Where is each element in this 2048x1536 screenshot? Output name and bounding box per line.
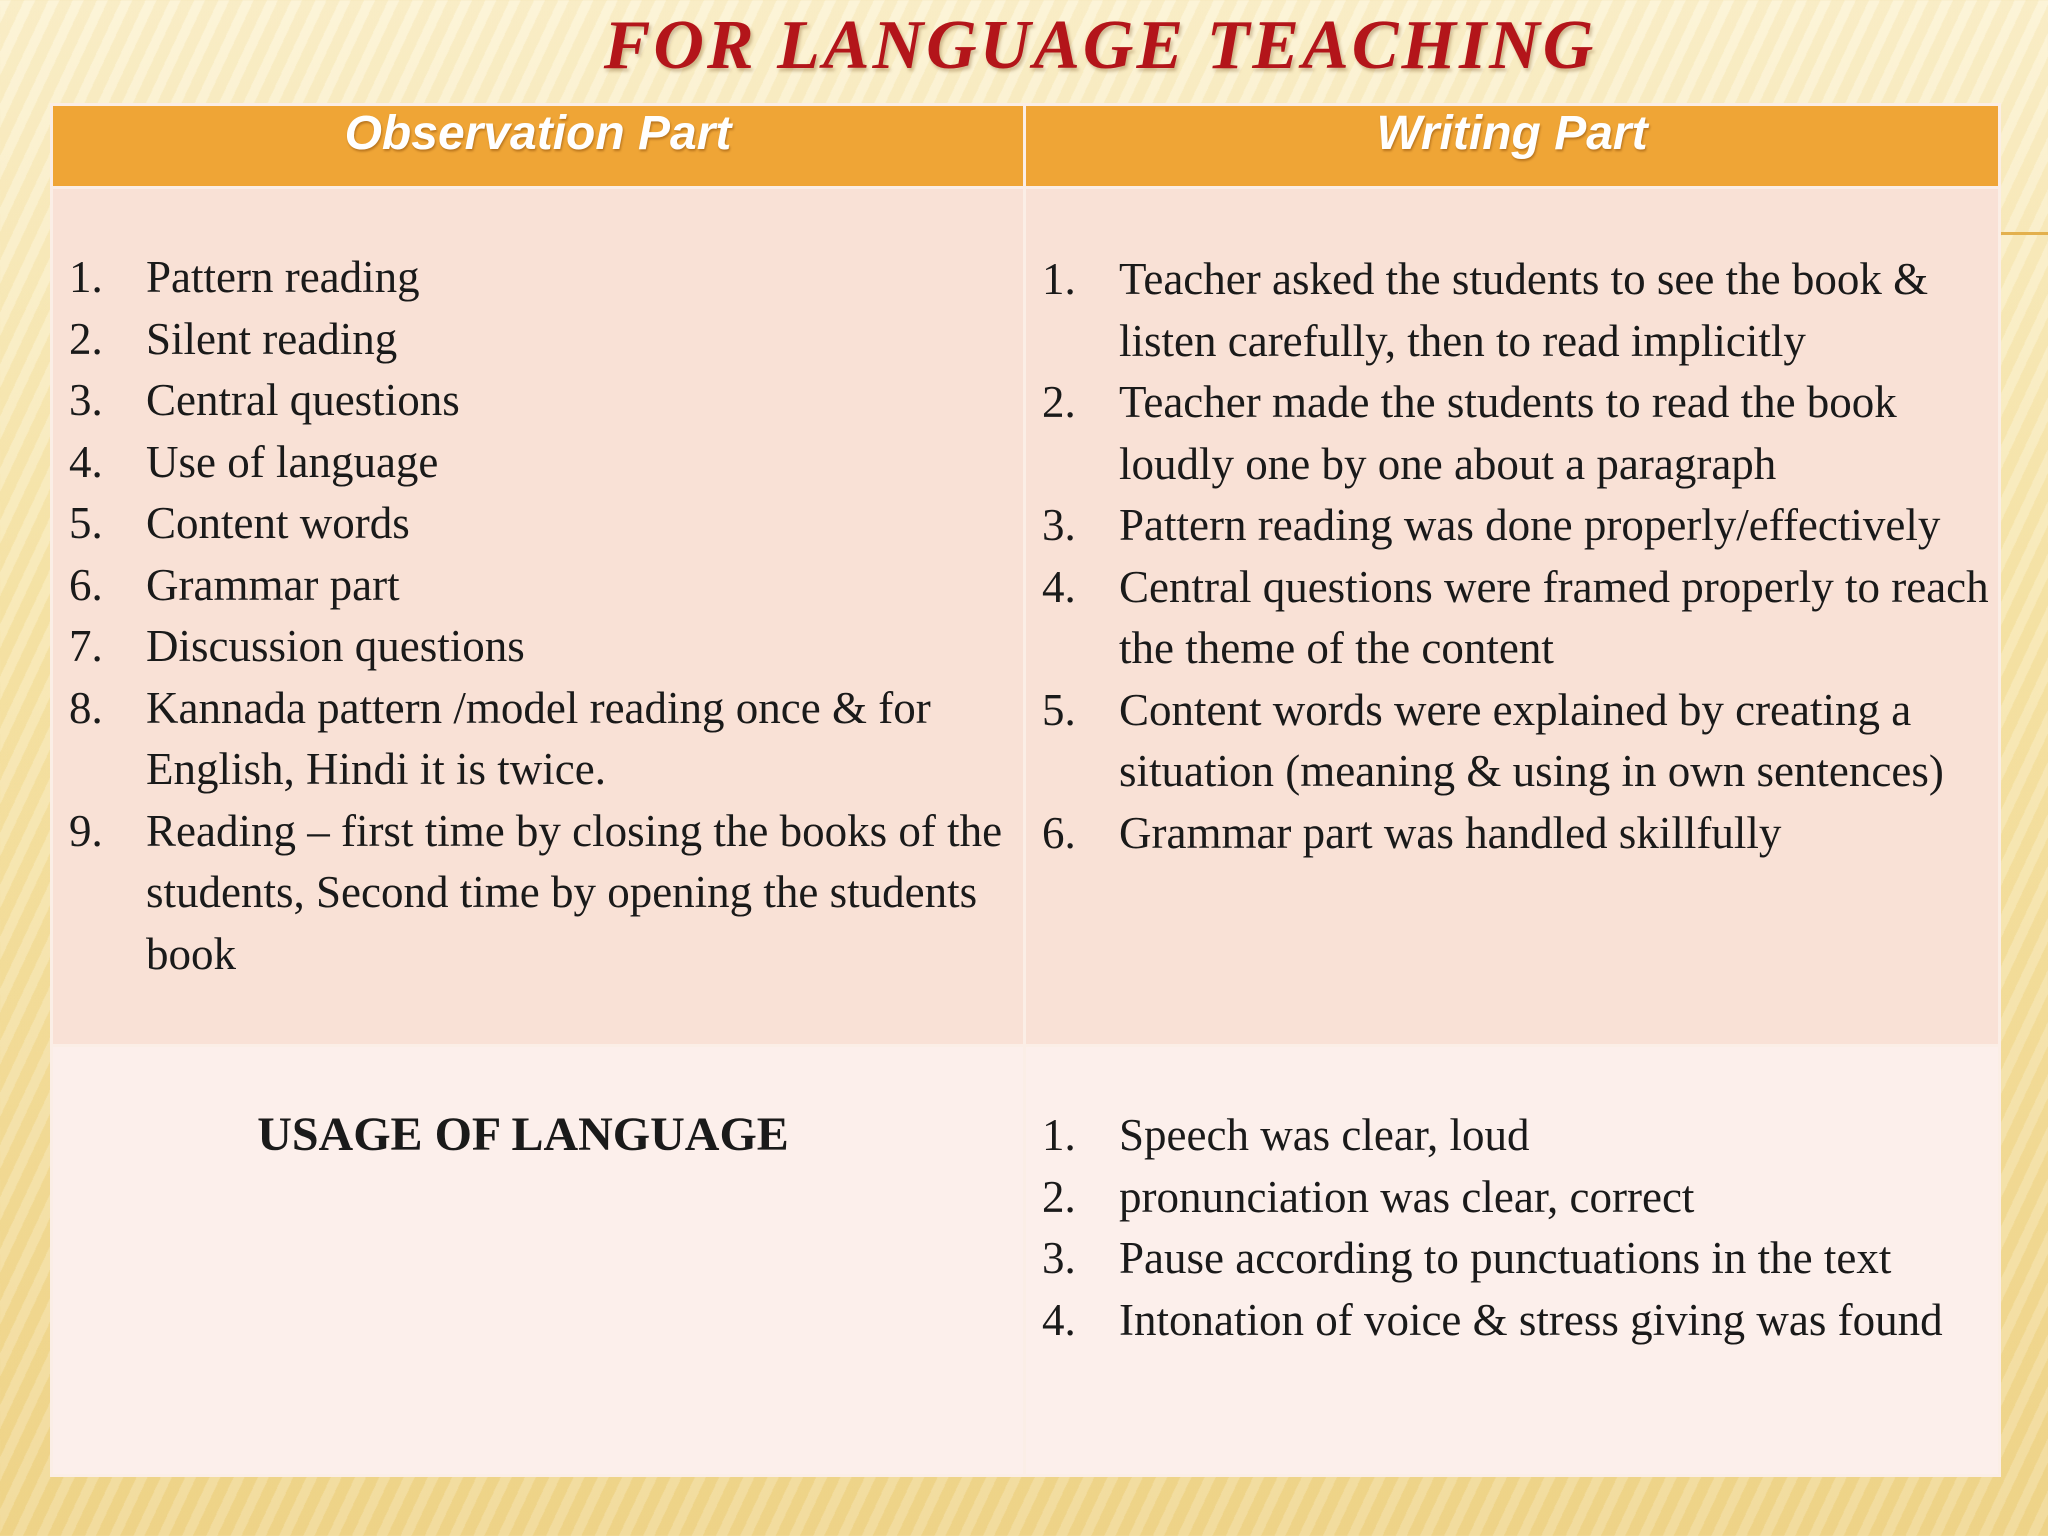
list-item-number: 3.	[1042, 1233, 1076, 1283]
list-item-text: Pattern reading	[146, 252, 420, 302]
writing-cell	[1025, 188, 2000, 1046]
observation-list	[69, 247, 1023, 985]
list-item	[1042, 1105, 1998, 1167]
list-item	[1042, 249, 1998, 372]
list-item-number: 5.	[69, 498, 103, 548]
table-header-row	[52, 105, 2000, 188]
list-item-number: 2.	[69, 313, 103, 364]
list-item-number: 1.	[1042, 254, 1076, 304]
list-item	[69, 678, 1023, 801]
list-item-number: 1.	[1042, 1110, 1076, 1160]
list-item	[1042, 1167, 1998, 1229]
table-row	[52, 1046, 2000, 1476]
list-item-number: 8.	[69, 682, 103, 733]
list-item	[1042, 495, 1998, 557]
accent-line	[2000, 232, 2048, 235]
list-item-text: Intonation of voice & stress giving was found	[1119, 1294, 1943, 1345]
list-item-text: Pattern reading was done properly/effectively	[1119, 500, 1941, 550]
list-item-number: 2.	[1042, 377, 1076, 427]
list-item-text: Use of language	[146, 436, 439, 487]
writing-part-header: Writing Part	[1025, 105, 2000, 188]
list-item-text: Teacher asked the students to see the book & listen carefully, then to read implicitly	[1119, 254, 1929, 366]
list-item-number: 6.	[1042, 807, 1076, 858]
list-item-number: 7.	[69, 621, 103, 671]
list-item	[69, 616, 1023, 678]
usage-items-cell	[1025, 1046, 2000, 1476]
list-item	[69, 801, 1023, 986]
list-item-text: Silent reading	[146, 313, 398, 364]
list-item-number: 3.	[1042, 500, 1076, 550]
slide-title: FOR LANGUAGE TEACHING	[603, 7, 1597, 84]
list-item	[1042, 803, 1998, 865]
list-item-text: Speech was clear, loud	[1119, 1110, 1530, 1160]
list-item	[69, 309, 1023, 371]
list-item-number: 4.	[69, 436, 103, 487]
list-item-text: pronunciation was clear, correct	[1119, 1171, 1695, 1222]
list-item	[1042, 557, 1998, 680]
list-item	[1042, 1228, 1998, 1290]
list-item	[1042, 372, 1998, 495]
list-item-text: Reading – first time by closing the books of the students, Second time by opening the students book	[146, 805, 1003, 979]
list-item-number: 5.	[1042, 684, 1076, 735]
list-item-number: 4.	[1042, 1294, 1076, 1345]
list-item-number: 1.	[69, 252, 103, 302]
list-item-text: Content words were explained by creating a situation (meaning & using in own sentences)	[1119, 684, 1944, 796]
observation-part-header: Observation Part	[52, 105, 1025, 188]
list-item	[69, 432, 1023, 494]
usage-of-language-label: USAGE OF LANGUAGE	[257, 1108, 789, 1161]
list-item	[69, 555, 1023, 617]
list-item-text: Discussion questions	[146, 621, 525, 671]
list-item-text: Teacher made the students to read the book loudly one by one about a paragraph	[1119, 377, 1897, 489]
list-item	[69, 247, 1023, 309]
writing-list	[1042, 249, 1998, 864]
list-item-number: 6.	[69, 559, 103, 610]
list-item	[1042, 1290, 1998, 1352]
list-item-text: Central questions were framed properly to reach the theme of the content	[1119, 561, 1989, 673]
list-item-text: Central questions	[146, 375, 460, 425]
list-item-text: Grammar part was handled skillfully	[1119, 807, 1782, 858]
table-row	[52, 188, 2000, 1046]
list-item	[1042, 680, 1998, 803]
usage-list	[1042, 1105, 1998, 1351]
list-item	[69, 493, 1023, 555]
list-item-text: Grammar part	[146, 559, 400, 610]
list-item-text: Kannada pattern /model reading once & for English, Hindi it is twice.	[146, 682, 931, 794]
list-item-number: 4.	[1042, 561, 1076, 612]
list-item	[69, 370, 1023, 432]
list-item-text: Pause according to punctuations in the text	[1119, 1233, 1892, 1283]
list-item-text: Content words	[146, 498, 410, 548]
usage-label-cell	[52, 1046, 1025, 1476]
list-item-number: 3.	[69, 375, 103, 425]
observation-cell	[52, 188, 1025, 1046]
list-item-number: 9.	[69, 805, 103, 856]
teaching-table	[50, 103, 2001, 1477]
list-item-number: 2.	[1042, 1171, 1076, 1222]
